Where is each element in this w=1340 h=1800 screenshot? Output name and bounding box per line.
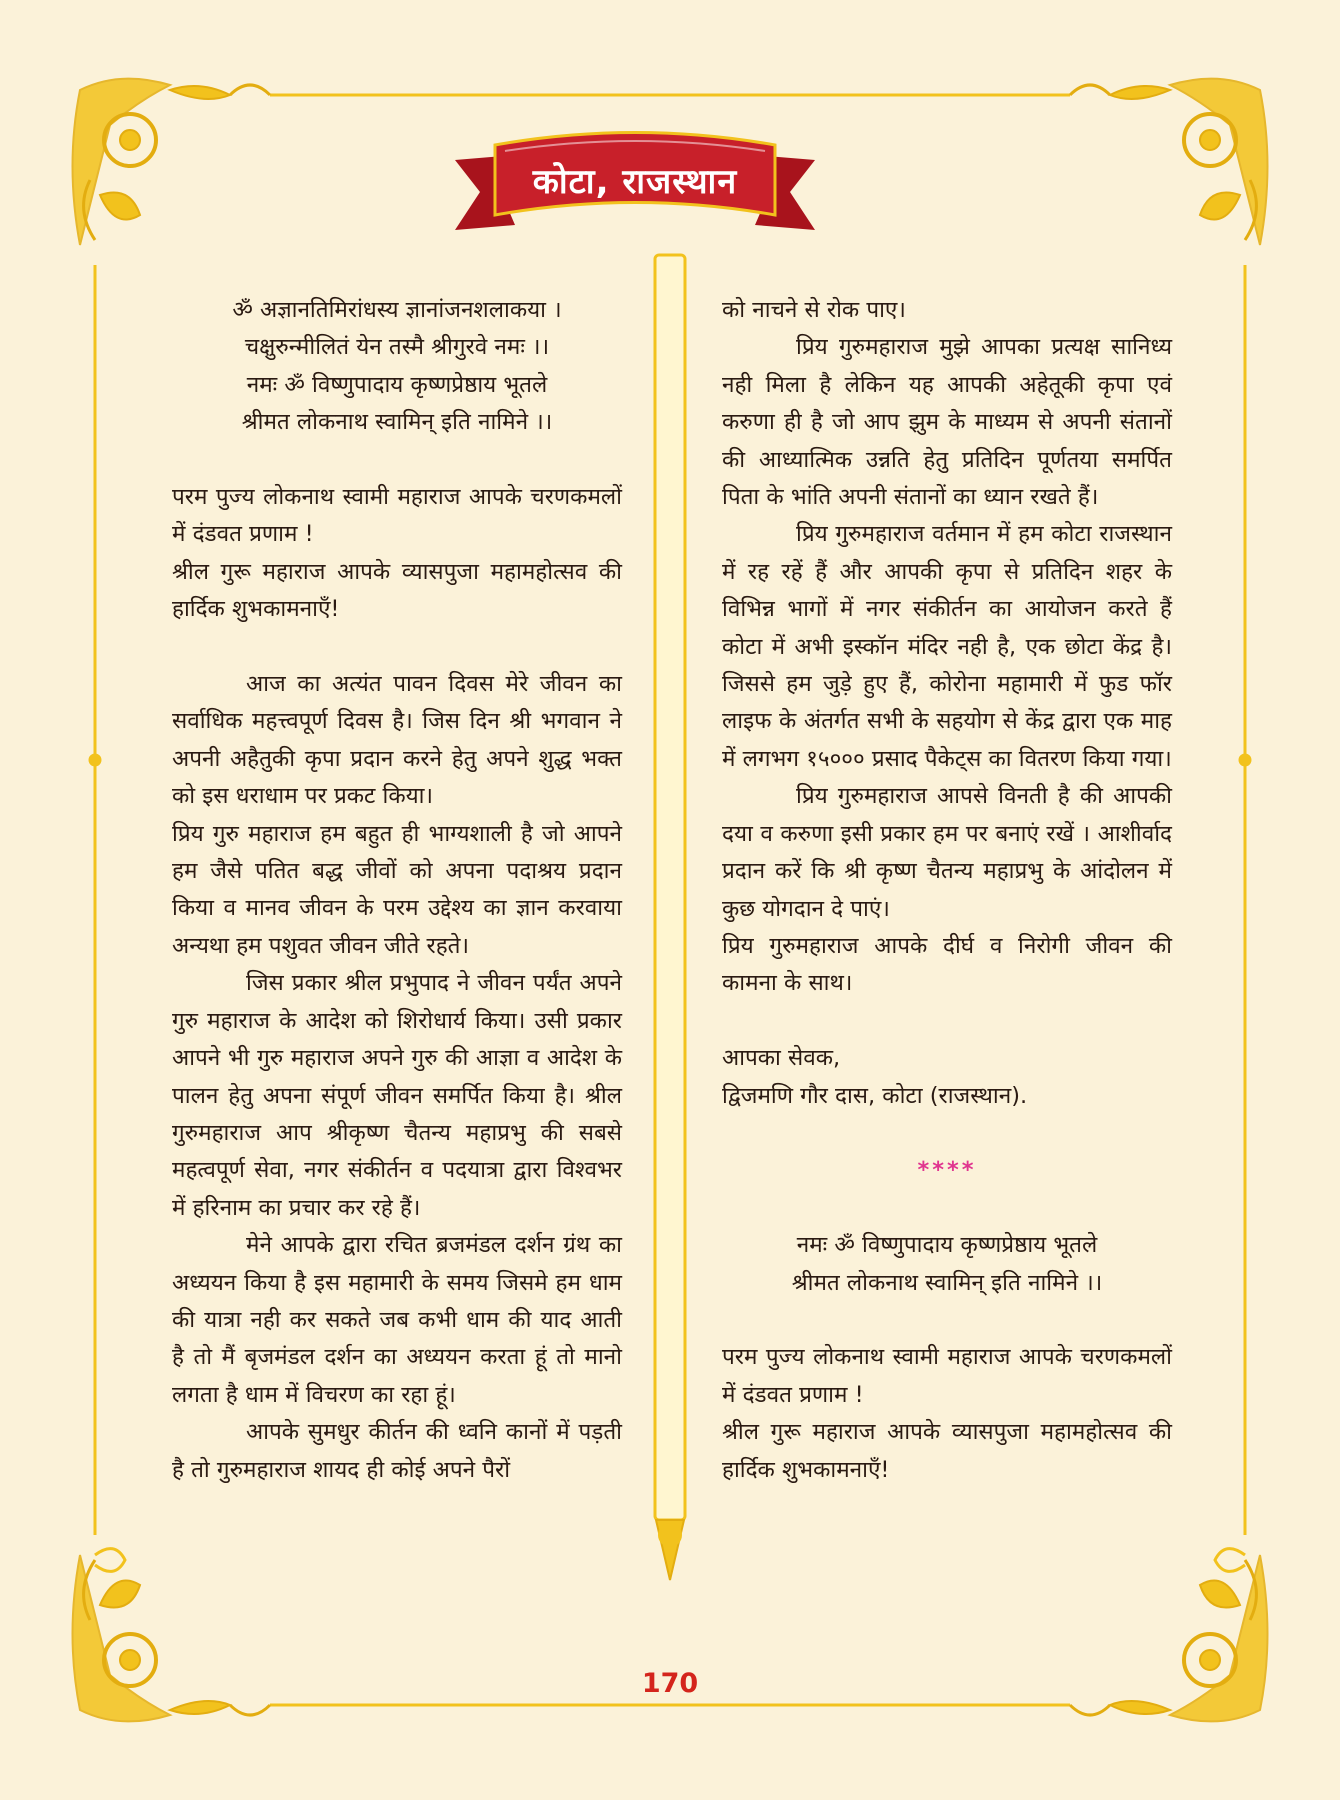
- stars-separator: ****: [917, 1157, 977, 1184]
- corner-ornament-bottom-left: [73, 1555, 271, 1721]
- paragraph: प्रिय गुरुमहाराज आपसे विनती है की आपकी दया व करुणा इसी प्रकार हम पर बनाएं रखें । आशीर्वाद प्रदान करें कि श्री कृष्ण चैतन्य महाप्रभु के आंदोलन में कुछ योगदान दे पाएं।: [722, 783, 1172, 922]
- verse-line: श्रीमत लोकनाथ स्वामिन् इति नामिने ।।: [791, 1269, 1103, 1296]
- column-divider: [655, 255, 685, 1580]
- continuation-line: को नाचने से रोक पाए।: [722, 297, 906, 323]
- paragraph: जिस प्रकार श्रील प्रभुपाद ने जीवन पर्यंत अपने गुरु महाराज के आदेश को शिरोधार्य किया। उसी प्रकार आपने भी गुरु महाराज अपने गुरु की आज्ञा व आदेश के पालन हेतु अपना संपूर्ण जीवन समर्पित किया है। श्रील गुरुमहाराज आप श्रीकृष्ण चैतन्य महाप्रभु की सबसे महत्वपूर्ण सेवा, नगर संकीर्तन व पदयात्रा द्वारा विश्वभर में हरिनाम का प्रचार कर रहे हैं।: [172, 970, 622, 1221]
- verse-line: श्रीमत लोकनाथ स्वामिन् इति नामिने ।।: [241, 409, 553, 436]
- paragraph: आपके सुमधुर कीर्तन की ध्वनि कानों में पड़ती है तो गुरुमहाराज शायद ही कोई अपने पैरों: [172, 1419, 622, 1483]
- paragraph: मेने आपके द्वारा रचित ब्रजमंडल दर्शन ग्रंथ का अध्ययन किया है इस महामारी के समय जिसमे हम धाम की यात्रा नही कर सकते जब कभी धाम की याद आती है तो मैं बृजमंडल दर्शन का अध्ययन करता हूं तो मानो लगता है धाम में विचरण का रहा हूं।: [172, 1232, 622, 1408]
- left-column: [172, 292, 622, 1489]
- signoff: आपका सेवक,: [722, 1045, 841, 1072]
- paragraph: प्रिय गुरुमहाराज वर्तमान में हम कोटा राजस्थान में रह रहें हैं और आपकी कृपा से प्रतिदिन शहर के विभिन्न भागों में नगर संकीर्तन का आयोजन करते हैं कोटा में अभी इस्कॉन मंदिर नही है, एक छोटा केंद्र है। जिससे हम जुड़े हुए हैं, कोरोना महामारी में फुड फॉर लाइफ के अंतर्गत सभी के सहयोग से केंद्र द्वारा एक माह में लगभग १५००० प्रसाद पैकेट्स का वितरण किया गया।: [722, 521, 1172, 772]
- paragraph: प्रिय गुरु महाराज हम बहुत ही भाग्यशाली है जो आपने हम जैसे पतित बद्ध जीवों को अपना पदाश्रय प्रदान किया व मानव जीवन के परम उद्देश्य का ज्ञान करवाया अन्यथा हम पशुवत जीवन जीते रहते।: [172, 820, 622, 959]
- corner-ornament-top-left: [73, 79, 271, 245]
- verse-line: नमः ॐ विष्णुपादाय कृष्णप्रेष्ठाय भूतले: [246, 371, 548, 398]
- paragraph: प्रिय गुरुमहाराज मुझे आपका प्रत्यक्ष सानिध्य नही मिला है लेकिन यह आपकी अहेतूकी कृपा एवं करुणा ही है जो आप झुम के माध्यम से अपनी संतानों की आध्यात्मिक उन्नति हेतु प्रतिदिन पूर्णतया समर्पित पिता के भांति अपनी संतानों का ध्यान रखते हैं।: [722, 334, 1172, 511]
- wishes: श्रील गुरू महाराज आपके व्यासपुजा महामहोत्सव की हार्दिक शुभकामनाएँ!: [722, 1419, 1172, 1483]
- greeting: परम पुज्य लोकनाथ स्वामी महाराज आपके चरणकमलों में दंडवत प्रणाम !: [172, 484, 622, 548]
- verse-line: नमः ॐ विष्णुपादाय कृष्णप्रेष्ठाय भूतले: [796, 1232, 1098, 1259]
- paragraph: प्रिय गुरुमहाराज आपके दीर्घ व निरोगी जीवन की कामना के साथ।: [722, 932, 1172, 997]
- verse-line: ॐ अज्ञानतिमिरांधस्य ज्ञानांजनशलाकया ।: [232, 297, 562, 323]
- page-number: 170: [641, 1668, 699, 1699]
- wishes: श्रील गुरू महाराज आपके व्यासपुजा महामहोत्सव की हार्दिक शुभकामनाएँ!: [172, 558, 622, 623]
- title-banner: [455, 125, 815, 235]
- paragraph: आज का अत्यंत पावन दिवस मेरे जीवन का सर्वाधिक महत्त्वपूर्ण दिवस है। जिस दिन श्री भगवान ने अपनी अहैतुकी कृपा प्रदान करने हेतु अपने शुद्ध भक्त को इस धराधाम पर प्रकट किया।: [172, 671, 622, 810]
- page-title: कोटा, राजस्थान: [532, 162, 738, 202]
- verse-line: चक्षुरुन्मीलितं येन तस्मै श्रीगुरवे नमः ।।: [244, 334, 550, 361]
- corner-ornament-bottom-right: [1070, 1555, 1268, 1721]
- corner-ornament-top-right: [1070, 79, 1268, 245]
- signature: द्विजमणि गौर दास, कोटा (राजस्थान).: [722, 1082, 1028, 1109]
- greeting: परम पुज्य लोकनाथ स्वामी महाराज आपके चरणकमलों में दंडवत प्रणाम !: [722, 1344, 1172, 1408]
- right-column: [722, 292, 1172, 1489]
